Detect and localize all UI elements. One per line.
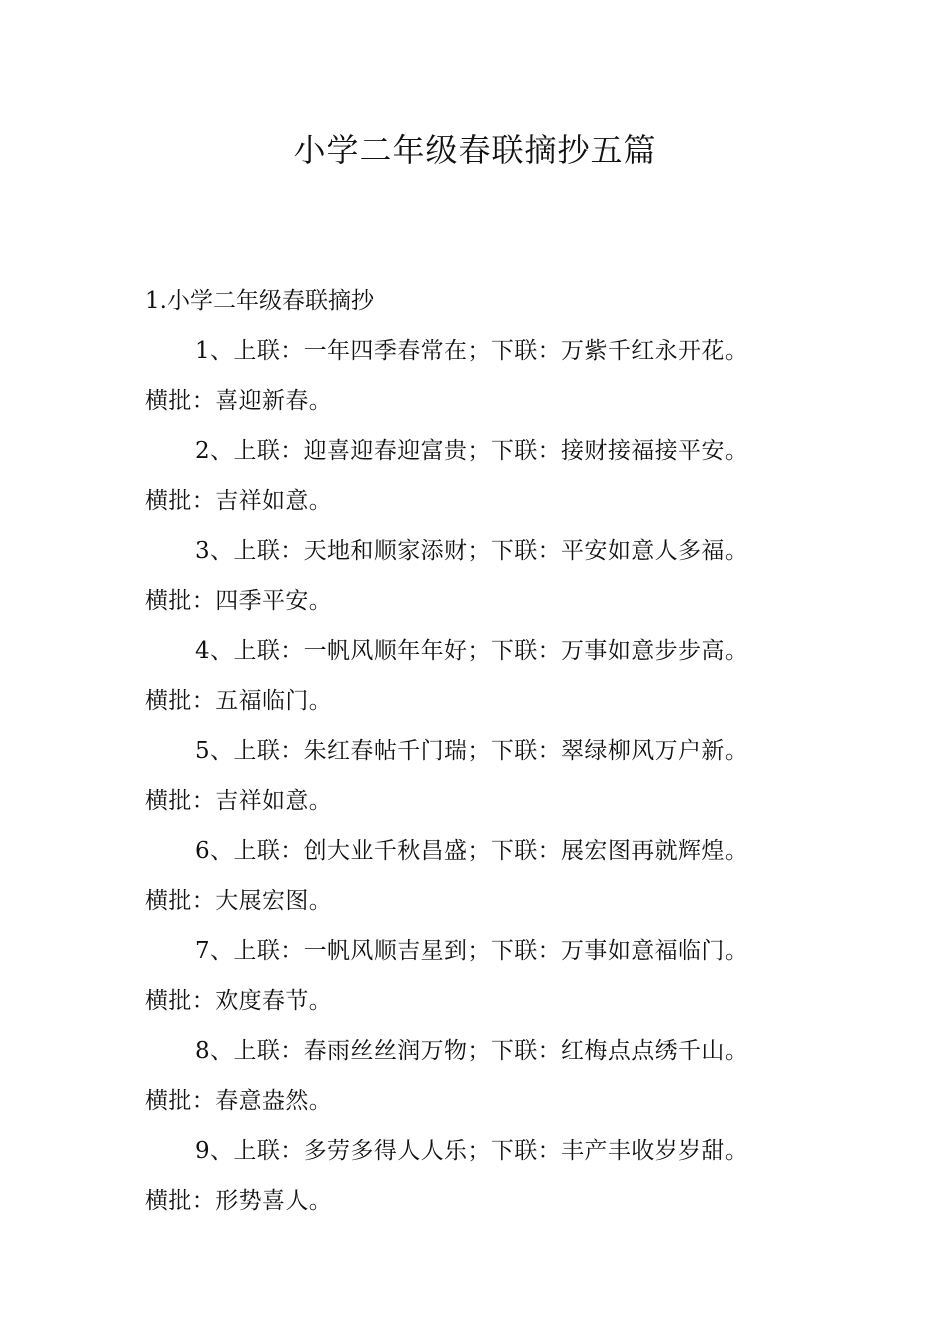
couplet-item [145, 1126, 805, 1226]
couplet-line-1: 9、上联：多劳多得人人乐；下联：丰产丰收岁岁甜。 [195, 1138, 749, 1164]
couplet-horizontal-scroll: 横批：吉祥如意。 [145, 488, 333, 514]
couplet-item [145, 826, 805, 926]
couplet-item [145, 526, 805, 626]
couplet-horizontal-scroll: 横批：大展宏图。 [145, 888, 333, 914]
section-heading: 1.小学二年级春联摘抄 [145, 288, 374, 314]
couplet-horizontal-scroll: 横批：喜迎新春。 [145, 388, 333, 414]
couplet-item [145, 726, 805, 826]
couplet-horizontal-scroll: 横批：吉祥如意。 [145, 788, 333, 814]
couplet-line-1: 5、上联：朱红春帖千门瑞；下联：翠绿柳风万户新。 [195, 738, 749, 764]
couplet-line-1: 3、上联：天地和顺家添财；下联：平安如意人多福。 [195, 538, 749, 564]
couplet-line-1: 4、上联：一帆风顺年年好；下联：万事如意步步高。 [195, 638, 749, 664]
couplet-horizontal-scroll: 横批：形势喜人。 [145, 1188, 333, 1214]
couplet-line-1: 6、上联：创大业千秋昌盛；下联：展宏图再就辉煌。 [195, 838, 749, 864]
couplet-item [145, 626, 805, 726]
document-body [145, 276, 805, 1226]
couplet-horizontal-scroll: 横批：四季平安。 [145, 588, 333, 614]
couplet-horizontal-scroll: 横批：春意盎然。 [145, 1088, 333, 1114]
couplet-item [145, 1026, 805, 1126]
couplet-item [145, 326, 805, 426]
document-title: 小学二年级春联摘抄五篇 [293, 131, 657, 169]
couplet-line-1: 7、上联：一帆风顺吉星到；下联：万事如意福临门。 [195, 938, 749, 964]
couplet-line-1: 8、上联：春雨丝丝润万物；下联：红梅点点绣千山。 [195, 1038, 749, 1064]
couplet-horizontal-scroll: 横批：欢度春节。 [145, 988, 333, 1014]
couplet-item [145, 426, 805, 526]
couplet-horizontal-scroll: 横批：五福临门。 [145, 688, 333, 714]
couplet-item [145, 926, 805, 1026]
couplet-line-1: 1、上联：一年四季春常在；下联：万紫千红永开花。 [195, 338, 749, 364]
couplet-line-1: 2、上联：迎喜迎春迎富贵；下联：接财接福接平安。 [195, 438, 749, 464]
